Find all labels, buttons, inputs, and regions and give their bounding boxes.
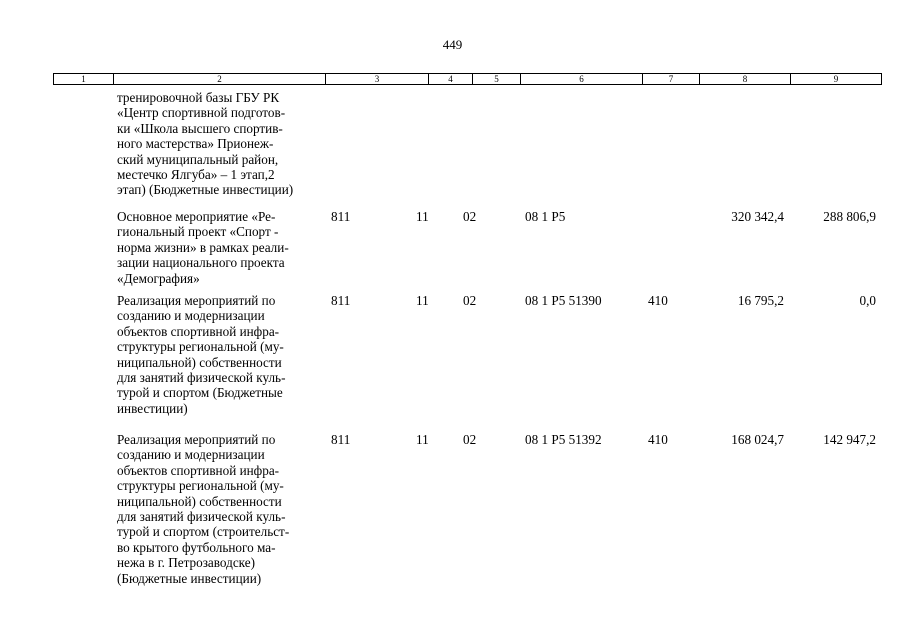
cell-c9: 288 806,9 xyxy=(823,209,876,224)
cell-c6: 08 1 P5 xyxy=(525,209,566,224)
cell-c4: 11 xyxy=(416,432,429,447)
header-cell: 9 xyxy=(790,74,882,84)
row-description xyxy=(117,293,329,416)
cell-c8: 168 024,7 xyxy=(731,432,784,447)
description-line: (Бюджетные инвестиции) xyxy=(117,570,262,586)
description-line: ниципальной) собственности xyxy=(117,493,282,509)
table-header-row xyxy=(53,73,882,85)
page-number: 449 xyxy=(442,37,463,52)
description-line: нежа в г. Петрозаводске) xyxy=(117,555,255,571)
description-line: ниципальной) собственности xyxy=(117,354,282,370)
description-line: для занятий физической куль- xyxy=(117,509,286,525)
header-cell: 1 xyxy=(53,74,113,84)
description-line: этап) (Бюджетные инвестиции) xyxy=(117,182,294,198)
description-line: ного мастерства» Прионеж- xyxy=(117,136,274,152)
description-line: зации национального проекта xyxy=(117,255,285,271)
description-line: структуры региональной (му- xyxy=(117,339,284,355)
cell-c8: 16 795,2 xyxy=(737,293,784,308)
description-line: Основное мероприятие «Ре- xyxy=(117,209,276,224)
cell-c8: 320 342,4 xyxy=(731,209,784,224)
cell-c9: 0,0 xyxy=(859,293,876,308)
description-line: ский муниципальный район, xyxy=(117,151,279,167)
header-cell: 6 xyxy=(520,74,642,84)
description-line: «Демография» xyxy=(117,270,200,286)
description-line: тренировочной базы ГБУ РК xyxy=(117,90,280,105)
header-cell: 7 xyxy=(642,74,699,84)
row-description xyxy=(117,209,329,286)
description-line: Реализация мероприятий по xyxy=(117,432,276,447)
header-cell: 3 xyxy=(325,74,428,84)
header-cell: 8 xyxy=(699,74,790,84)
cell-c3: 811 xyxy=(331,432,351,447)
description-line: местечко Ялгуба» – 1 этап,2 xyxy=(117,167,275,183)
description-line: для занятий физической куль- xyxy=(117,370,286,386)
header-cell: 2 xyxy=(113,74,325,84)
cell-c5: 02 xyxy=(463,432,477,447)
description-line: турой и спортом (строительст- xyxy=(117,524,290,540)
cell-c7: 410 xyxy=(648,432,668,447)
cell-c6: 08 1 P5 51392 xyxy=(525,432,602,447)
description-line: инвестиции) xyxy=(117,400,188,416)
cell-c7: 410 xyxy=(648,293,668,308)
cell-c9: 142 947,2 xyxy=(823,432,876,447)
cell-c5: 02 xyxy=(463,209,477,224)
description-line: турой и спортом (Бюджетные xyxy=(117,385,283,401)
row-description xyxy=(117,90,329,198)
description-line: структуры региональной (му- xyxy=(117,478,284,494)
cell-c6: 08 1 P5 51390 xyxy=(525,293,602,308)
description-line: норма жизни» в рамках реали- xyxy=(117,239,289,255)
cell-c3: 811 xyxy=(331,209,351,224)
cell-c3: 811 xyxy=(331,293,351,308)
description-line: гиональный проект «Спорт - xyxy=(117,224,279,240)
description-line: объектов спортивной инфра- xyxy=(117,462,280,478)
cell-c5: 02 xyxy=(463,293,477,308)
description-line: «Центр спортивной подготов- xyxy=(117,105,286,121)
cell-c4: 11 xyxy=(416,293,429,308)
row-description xyxy=(117,432,329,586)
header-cell: 4 xyxy=(428,74,472,84)
description-line: созданию и модернизации xyxy=(117,447,265,463)
description-line: Реализация мероприятий по xyxy=(117,293,276,308)
description-line: во крытого футбольного ма- xyxy=(117,539,276,555)
description-line: объектов спортивной инфра- xyxy=(117,323,280,339)
description-line: ки «Школа высшего спортив- xyxy=(117,120,283,136)
cell-c4: 11 xyxy=(416,209,429,224)
header-cell: 5 xyxy=(472,74,520,84)
description-line: созданию и модернизации xyxy=(117,308,265,324)
